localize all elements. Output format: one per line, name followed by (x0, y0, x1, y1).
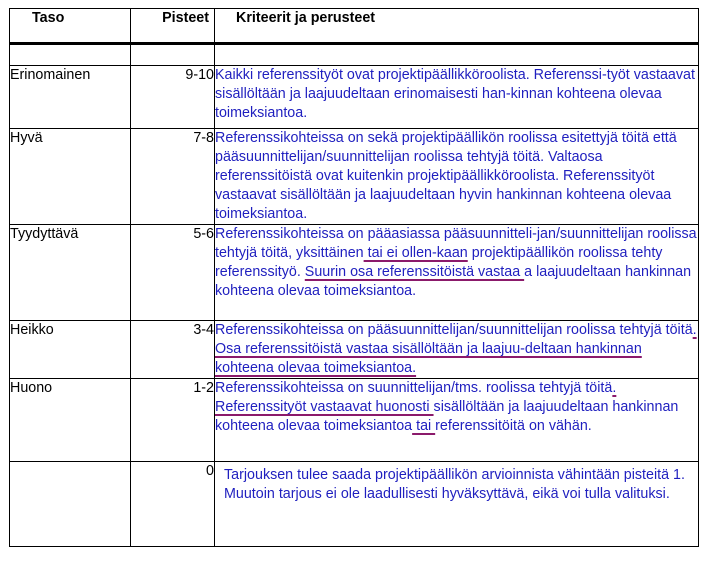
spacer-cell (131, 44, 215, 66)
table-row (10, 225, 699, 321)
criteria-text: a laajuudeltaan hankinnan kohteena olevaa toimeksiantoa. (215, 264, 692, 299)
level-cell: Heikko (10, 321, 131, 379)
criteria-text: referenssitöitä on vähän. (435, 418, 592, 434)
criteria-text: Referenssikohteissa on suunnittelijan/tms. roolissa tehtyjä töitä (215, 380, 613, 396)
table-row (10, 66, 699, 129)
underlined-text: . Osa referenssitöistä vastaa sisällöltään ja laajuu-deltaan hankinnan kohteena olevaa toimeksiantoa. (215, 322, 697, 376)
evaluation-criteria-table (9, 8, 699, 547)
level-cell: Erinomainen (10, 66, 131, 129)
header-level: Taso (10, 9, 131, 44)
level-cell: Hyvä (10, 129, 131, 225)
table-row (10, 321, 699, 379)
criteria-cell (215, 129, 699, 225)
criteria-text: Referenssikohteissa on sekä projektipäällikön roolissa esitettyjä töitä että pääsuunnittelijan/suunnittelijan roolissa tehtyjä töitä. Valtaosa referenssitöistä ovat kuitenkin projektipäällikköroolista. Referenssityöt vastaavat sisällöltään ja laajuudeltaan hyvin hankinnan kohteena olevaa toimeksiantoa. (215, 130, 677, 222)
level-cell: Huono (10, 379, 131, 462)
spacer-row (10, 44, 699, 66)
points-cell: 1-2 (131, 379, 215, 462)
level-cell (10, 462, 131, 547)
criteria-cell (215, 379, 699, 462)
points-cell: 3-4 (131, 321, 215, 379)
underlined-text: tai ei ollen-kaan (363, 245, 468, 261)
points-cell: 5-6 (131, 225, 215, 321)
criteria-text: Kaikki referenssityöt ovat projektipäällikköroolista. Referenssi-työt vastaavat sisällöltään ja laajuudeltaan erinomaisesti han-kinnan kohteena olevaa toimeksiantoa. (215, 67, 695, 121)
underlined-text: tai (412, 418, 436, 434)
table-row (10, 462, 699, 547)
points-cell: 7-8 (131, 129, 215, 225)
spacer-cell (10, 44, 131, 66)
criteria-text: Tarjouksen tulee saada projektipäällikön arvioinnista vähintään pisteitä 1. Muutoin tarjous ei ole laadullisesti hyväksyttävä, eikä voi tulla valituksi. (224, 467, 685, 502)
underlined-text: Suurin osa referenssitöistä vastaa (304, 264, 525, 280)
header-points: Pisteet (131, 9, 215, 44)
points-cell: 9-10 (131, 66, 215, 129)
criteria-cell (215, 66, 699, 129)
criteria-text: Referenssikohteissa on pääsuunnittelijan/suunnittelijan roolissa tehtyjä töitä (215, 322, 693, 338)
spacer-cell (215, 44, 699, 66)
criteria-cell (215, 462, 699, 547)
points-cell: 0 (131, 462, 215, 547)
criteria-cell (215, 321, 699, 379)
table-row (10, 379, 699, 462)
table-row (10, 129, 699, 225)
criteria-cell (215, 225, 699, 321)
level-cell: Tyydyttävä (10, 225, 131, 321)
header-criteria: Kriteerit ja perusteet (215, 9, 699, 44)
criteria-text: sisällöltään ja laajuudeltaan hankinnan kohteena olevaa toimeksiantoa (215, 399, 679, 434)
header-row (10, 9, 699, 44)
criteria-text: Referenssikohteissa on pääasiassa pääsuunnitteli-jan/suunnittelijan roolissa tehtyjä töitä, yksittäinen (215, 226, 697, 261)
criteria-text: projektipäällikön roolissa tehty referenssityö. (215, 245, 663, 280)
underlined-text: . Referenssityöt vastaavat huonosti (215, 380, 617, 415)
